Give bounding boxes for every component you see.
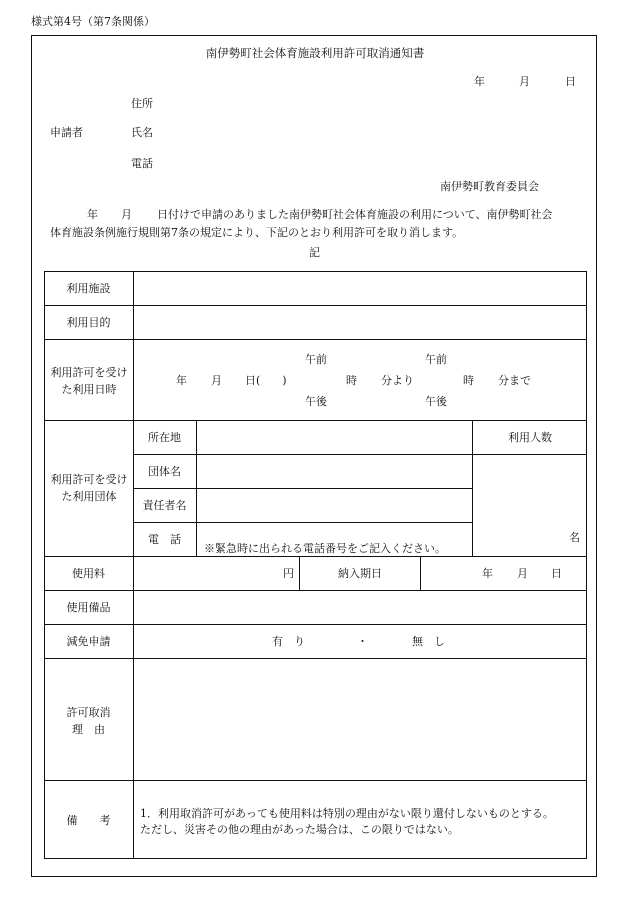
- group-label: 利用許可を受けた利用団体: [50, 473, 128, 503]
- reason-label-line2: 理 由: [72, 723, 105, 736]
- form-number: 様式第4号（第7条関係）: [31, 15, 155, 28]
- responsible-field[interactable]: [197, 489, 472, 522]
- applicant-name-label: 氏名: [131, 126, 153, 139]
- datetime-hour-1: 時: [346, 374, 357, 387]
- datetime-month: 月: [211, 374, 222, 387]
- equipment-field[interactable]: [134, 591, 586, 624]
- purpose-field[interactable]: [134, 306, 586, 339]
- body-month: 月: [121, 208, 132, 221]
- fee-field[interactable]: [134, 557, 284, 590]
- remarks-line2: ただし、災害その他の理由があった場合は、この限りではない。: [140, 823, 459, 836]
- equipment-label: 使用備品: [66, 601, 111, 614]
- group-address-label: 所在地: [148, 431, 181, 444]
- group-address-field[interactable]: [197, 421, 472, 454]
- facility-field[interactable]: [134, 272, 586, 305]
- datetime-am-1: 午前: [305, 353, 327, 366]
- date-year: 年: [474, 75, 485, 88]
- reduction-no[interactable]: 無 し: [412, 635, 445, 648]
- datetime-pm-1: 午後: [305, 395, 327, 408]
- datetime-day: 日( ): [245, 374, 287, 387]
- datetime-hour-2: 時: [463, 374, 474, 387]
- due-month: 月: [517, 567, 528, 580]
- fee-unit: 円: [283, 567, 294, 580]
- remarks-line1: 1．利用取消許可があっても使用料は特別の理由がない限り還付しないものとする。: [140, 807, 554, 820]
- applicant-label: 申請者: [50, 126, 83, 139]
- datetime-label: 利用許可を受けた利用日時: [50, 366, 128, 396]
- facility-label: 利用施設: [66, 282, 111, 295]
- purpose-label: 利用目的: [66, 316, 111, 329]
- applicant-address-label: 住所: [131, 97, 153, 110]
- fee-label: 使用料: [72, 567, 105, 580]
- group-phone-label: 電 話: [148, 533, 181, 546]
- datetime-minute-from: 分より: [381, 374, 414, 387]
- body-line1: 日付けで申請のありました南伊勢町社会体育施設の利用について、南伊勢町社会: [157, 208, 553, 221]
- datetime-pm-2: 午後: [425, 395, 447, 408]
- date-month: 月: [519, 75, 530, 88]
- users-unit: 名: [569, 531, 580, 544]
- document-title: 南伊勢町社会体育施設利用許可取消通知書: [205, 46, 425, 60]
- ki-mark: 記: [309, 246, 320, 259]
- due-label: 納入期日: [338, 567, 382, 580]
- group-name-field[interactable]: [197, 455, 472, 488]
- applicant-phone-label: 電話: [131, 157, 153, 170]
- body-line2: 体育施設条例施行規則第7条の規定により、下記のとおり利用許可を取り消します。: [50, 226, 464, 239]
- reduction-label: 減免申請: [66, 635, 111, 648]
- due-day: 日: [551, 567, 562, 580]
- reduction-yes[interactable]: 有 り: [272, 635, 305, 648]
- users-label: 利用人数: [508, 431, 552, 444]
- remarks-label: 備 考: [66, 814, 111, 827]
- datetime-am-2: 午前: [425, 353, 447, 366]
- responsible-label: 責任者名: [142, 499, 187, 512]
- issuer: 南伊勢町教育委員会: [440, 180, 539, 193]
- datetime-minute-to: 分まで: [498, 374, 531, 387]
- reason-label-line1: 許可取消: [66, 706, 111, 719]
- phone-note: ※緊急時に出られる電話番号をご記入ください。: [204, 542, 446, 555]
- reduction-separator: ・: [357, 635, 368, 648]
- body-year: 年: [87, 208, 98, 221]
- due-year: 年: [482, 567, 493, 580]
- reason-field[interactable]: [134, 659, 586, 780]
- group-name-label: 団体名: [148, 465, 181, 478]
- date-day: 日: [565, 75, 576, 88]
- group-phone-field[interactable]: [197, 523, 472, 541]
- datetime-year: 年: [176, 374, 187, 387]
